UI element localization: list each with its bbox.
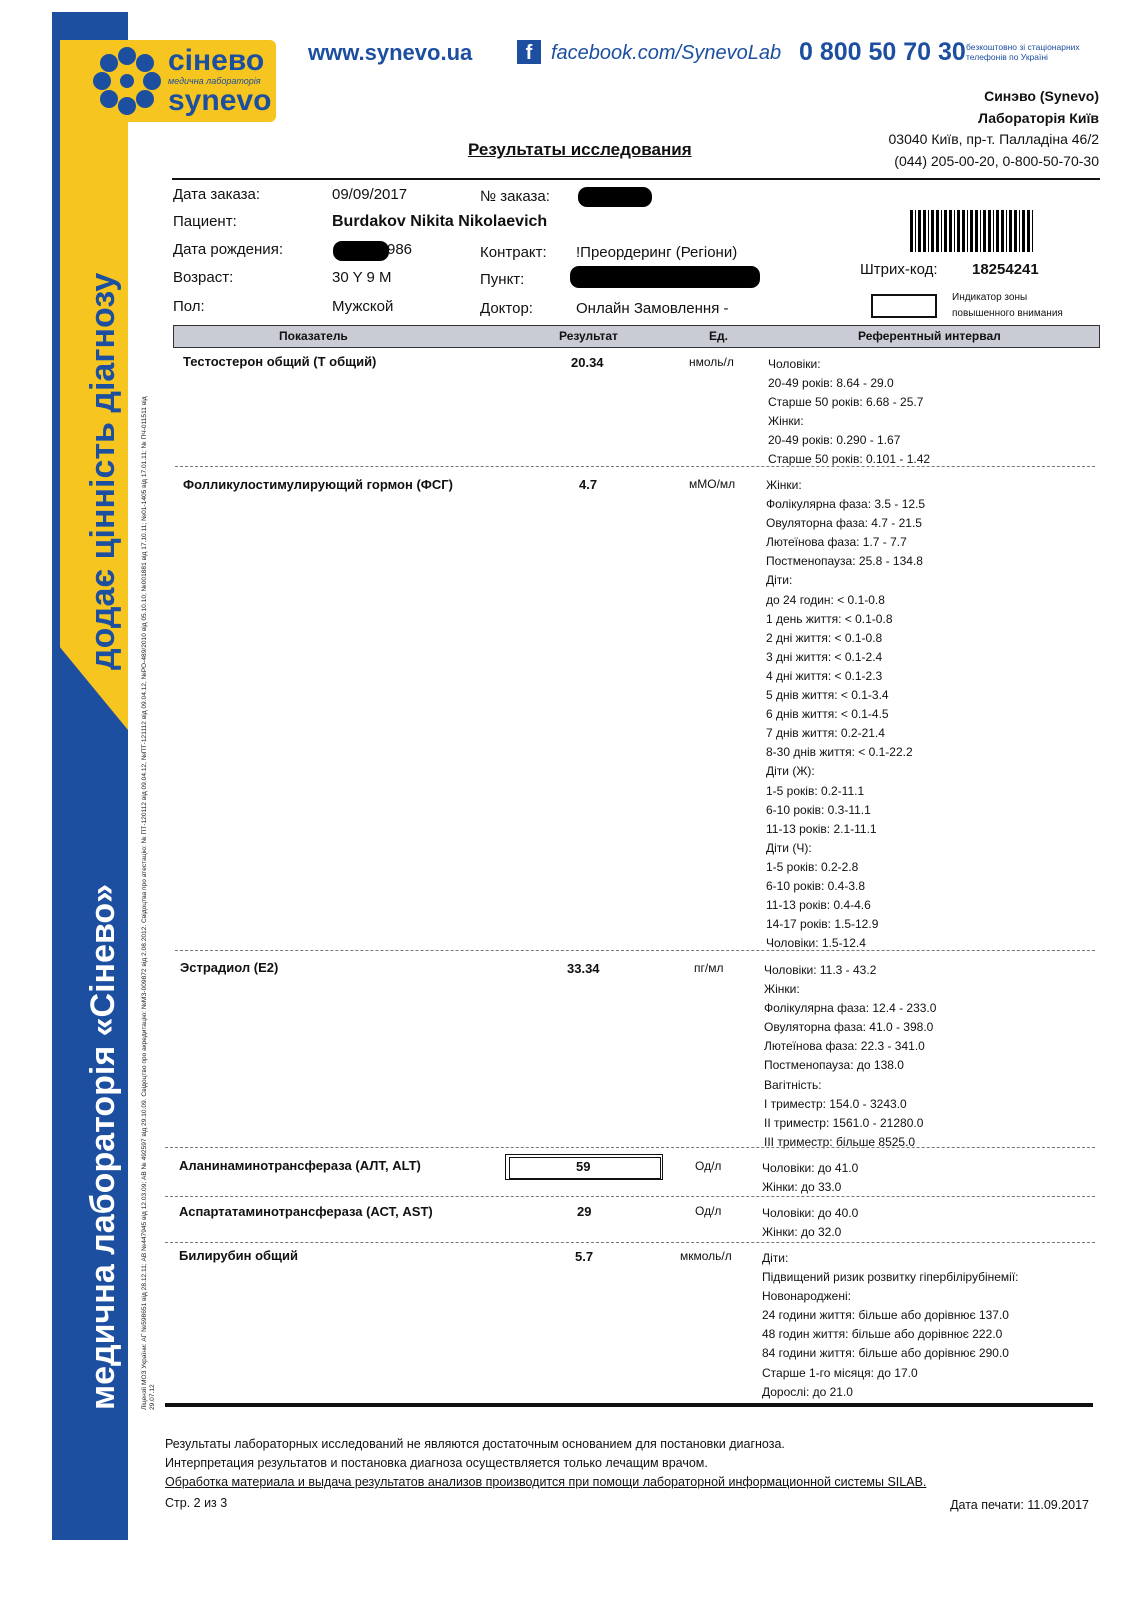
reference-line: 48 годин життя: більше або дорівнює 222.0 [762, 1327, 1003, 1342]
reference-line: II триместр: 1561.0 - 21280.0 [764, 1115, 924, 1130]
reference-line: 6-10 років: 0.3-11.1 [766, 802, 871, 817]
col-result: Результат [559, 329, 618, 343]
logo-line3: synevo [168, 84, 272, 117]
reference-line: 3 дні життя: < 0.1-2.4 [766, 649, 883, 664]
reference-interval [764, 961, 936, 1152]
facebook-link[interactable]: facebook.com/SynevoLab [551, 42, 782, 64]
hotline-note: безкоштовно зі стаціонарних телефонів по Україні [966, 42, 1080, 62]
reference-line: Фолікулярна фаза: 3.5 - 12.5 [766, 497, 926, 512]
footer-note-1: Результаты лабораторных исследований не являются достаточным основанием для постановки диагноза. [165, 1437, 785, 1451]
logo-line2: медична лабораторія [168, 76, 261, 86]
order-no-label: № заказа: [480, 188, 550, 205]
col-unit: Ед. [709, 329, 728, 343]
test-unit: пг/мл [694, 961, 724, 975]
divider [165, 1403, 1093, 1407]
patient-name: Burdakov Nikita Nikolaevich [332, 213, 548, 230]
reference-line: Чоловіки: до 40.0 [762, 1206, 859, 1220]
band-slogan-top: додає цінність діагнозу [84, 272, 122, 670]
lab-phones: (044) 205-00-20, 0-800-50-70-30 [894, 153, 1099, 169]
test-unit: мкмоль/л [680, 1249, 732, 1263]
patient-label: Пациент: [173, 213, 237, 230]
reference-line: Жінки: [768, 414, 804, 429]
test-value: 4.7 [579, 477, 598, 492]
row-divider [175, 950, 1095, 951]
age: 30 Y 9 M [332, 269, 392, 286]
reference-line: 6-10 років: 0.4-3.8 [766, 878, 866, 893]
lab-branch: Лабораторія Київ [978, 110, 1099, 126]
test-unit: мМО/мл [689, 477, 736, 491]
test-value: 29 [577, 1204, 592, 1219]
sex: Мужской [332, 298, 394, 315]
reference-line: Жінки: до 33.0 [762, 1180, 842, 1195]
reference-line: 14-17 років: 1.5-12.9 [766, 917, 879, 932]
test-value: 33.34 [567, 961, 600, 976]
footer-note-2: Интерпретация результатов и постановка диагноза осуществляется только лечащим врачом. [165, 1456, 708, 1470]
reference-line: Постменопауза: до 138.0 [764, 1058, 904, 1073]
reference-line: Діти: [766, 573, 793, 588]
reference-line: 2 дні життя: < 0.1-0.8 [766, 630, 883, 645]
reference-line: Жінки: [766, 478, 802, 492]
lab-name: Синэво (Synevo) [984, 88, 1099, 104]
test-name: Фолликулостимулирующий гормон (ФСГ) [183, 477, 453, 492]
test-name: Тестостерон общий (Т общий) [183, 354, 377, 369]
website-link[interactable]: www.synevo.ua [308, 40, 473, 65]
footer-note-3: Обработка материала и выдача результатов анализов производится при помощи лабораторной информационной системы SILAB. [165, 1475, 927, 1489]
test-name: Аспартатаминотрансфераза (АСТ, AST) [179, 1204, 433, 1219]
test-name: Билирубин общий [179, 1248, 298, 1263]
reference-line: Овуляторна фаза: 4.7 - 21.5 [766, 516, 922, 531]
reference-interval [766, 476, 925, 953]
reference-line: 4 дні життя: < 0.1-2.3 [766, 668, 883, 683]
sex-label: Пол: [173, 298, 205, 315]
reference-line: Підвищений ризик розвитку гіпербілірубінемії: [762, 1270, 1019, 1285]
order-date: 09/09/2017 [332, 186, 408, 203]
attention-indicator-label: Индикатор зоны повышенного внимания [952, 292, 1063, 319]
page-title: Результаты исследования [468, 140, 692, 159]
band-slogan-bottom: медична лабораторія «Сінево» [84, 883, 122, 1410]
reference-line: Вагітність: [764, 1077, 822, 1092]
order-date-label: Дата заказа: [173, 186, 261, 203]
test-unit: нмоль/л [689, 355, 734, 369]
reference-line: Жінки: до 32.0 [762, 1225, 842, 1240]
reference-line: Діти (Ч): [766, 840, 812, 855]
reference-line: 7 днів життя: 0.2-21.4 [766, 726, 885, 741]
reference-line: Діти (Ж): [766, 764, 815, 779]
row-divider [165, 1196, 1095, 1197]
license-text: Ліцензії МОЗ України: АГ №598651 від 28.12.11; АВ №447945 від 12.03.09; АВ № 492597 від 29.10.09. Свідоцтво про акредитацію: №МЗ-009872 від 2.08.2012. Свідоцтва про атестацію: № ПТ-120112 від 09.04.12, №ПТ-121112 від 09.04.12, №РО-489/2010 від 05.10.10; №001881 від 17.10.11; №01-1405 від 17.01.11; № ПЧ-011511 від 29.07.12 [141, 396, 156, 1410]
reference-line: Чоловіки: 1.5-12.4 [766, 936, 866, 951]
reference-line: Лютеїнова фаза: 1.7 - 7.7 [766, 535, 907, 550]
reference-line: 84 години життя: більше або дорівнює 290.0 [762, 1346, 1009, 1361]
row-divider [175, 466, 1095, 467]
reference-line: Діти: [762, 1251, 789, 1265]
reference-line: Старше 50 років: 0.101 - 1.42 [768, 452, 931, 467]
birth-label: Дата рождения: [173, 241, 283, 258]
redaction [578, 187, 652, 207]
barcode-label: Штрих-код: [860, 261, 938, 278]
reference-line: 1 день життя: < 0.1-0.8 [766, 611, 893, 626]
test-value: 5.7 [575, 1249, 594, 1264]
reference-line: Чоловіки: [768, 357, 821, 371]
age-label: Возраст: [173, 269, 234, 286]
reference-line: Чоловіки: до 41.0 [762, 1161, 859, 1175]
row-divider [165, 1147, 1095, 1148]
reference-line: Чоловіки: 11.3 - 43.2 [764, 963, 877, 977]
reference-line: 1-5 років: 0.2-11.1 [766, 783, 865, 798]
reference-line: Новонароджені: [762, 1289, 851, 1304]
facebook-icon: f [517, 40, 541, 64]
reference-line: I триместр: 154.0 - 3243.0 [764, 1096, 907, 1111]
reference-line: 24 години життя: більше або дорівнює 137.0 [762, 1308, 1009, 1323]
barcode-number: 18254241 [972, 261, 1039, 278]
reference-line: 20-49 років: 0.290 - 1.67 [768, 433, 901, 448]
reference-line: Овуляторна фаза: 41.0 - 398.0 [764, 1020, 934, 1035]
reference-line: 11-13 років: 0.4-4.6 [766, 898, 871, 913]
point-label: Пункт: [480, 271, 525, 288]
reference-line: Старше 50 років: 6.68 - 25.7 [768, 395, 924, 410]
reference-line: 11-13 років: 2.1-11.1 [766, 821, 877, 836]
flower-logo-icon [92, 46, 162, 116]
reference-line: 20-49 років: 8.64 - 29.0 [768, 376, 894, 391]
row-divider [165, 1242, 1095, 1243]
reference-line: Жінки: [764, 982, 800, 997]
reference-line: Дорослі: до 21.0 [762, 1384, 853, 1399]
test-name: Аланинаминотрансфераза (АЛТ, ALT) [179, 1158, 421, 1173]
reference-line: до 24 годин: < 0.1-0.8 [766, 592, 885, 607]
test-name: Эстрадиол (Е2) [180, 960, 279, 975]
lab-address: 03040 Київ, пр-т. Палладіна 46/2 [888, 131, 1099, 147]
reference-line: Фолікулярна фаза: 12.4 - 233.0 [764, 1001, 937, 1016]
col-indicator: Показатель [279, 329, 348, 343]
reference-interval [762, 1159, 858, 1197]
reference-line: 1-5 років: 0.2-2.8 [766, 859, 859, 874]
reference-interval [768, 355, 930, 470]
redaction [333, 241, 389, 261]
reference-interval [762, 1249, 1019, 1402]
divider [172, 178, 1100, 180]
reference-line: 5 днів життя: < 0.1-3.4 [766, 688, 889, 703]
test-unit: Од/л [695, 1204, 722, 1218]
logo-line1: сінево [168, 44, 265, 77]
redaction [570, 266, 760, 288]
contract: !Преордеринг (Регіони) [576, 244, 738, 261]
hotline-phone: 0 800 50 70 30 [799, 38, 966, 66]
doctor: Онлайн Замовлення - [576, 300, 729, 317]
reference-interval [762, 1204, 858, 1242]
col-reference: Референтный интервал [858, 329, 1001, 343]
reference-line: Старше 1-го місяця: до 17.0 [762, 1365, 918, 1380]
test-unit: Од/л [695, 1159, 722, 1173]
attention-indicator-box [871, 294, 937, 318]
birth-date: 986 [387, 241, 413, 258]
reference-line: Лютеїнова фаза: 22.3 - 341.0 [764, 1039, 925, 1054]
doctor-label: Доктор: [480, 300, 533, 317]
page-number: Стр. 2 из 3 [165, 1496, 228, 1510]
reference-line: Постменопауза: 25.8 - 134.8 [766, 554, 923, 569]
barcode-image [910, 210, 1034, 252]
reference-line: 8-30 днів життя: < 0.1-22.2 [766, 745, 913, 760]
contract-label: Контракт: [480, 244, 547, 261]
reference-line: 6 днів життя: < 0.1-4.5 [766, 707, 889, 722]
test-value: 20.34 [571, 355, 604, 370]
print-date: Дата печати: 11.09.2017 [950, 1498, 1089, 1512]
reference-line: III триместр: більше 8525.0 [764, 1134, 916, 1149]
test-value: 59 [576, 1159, 591, 1174]
